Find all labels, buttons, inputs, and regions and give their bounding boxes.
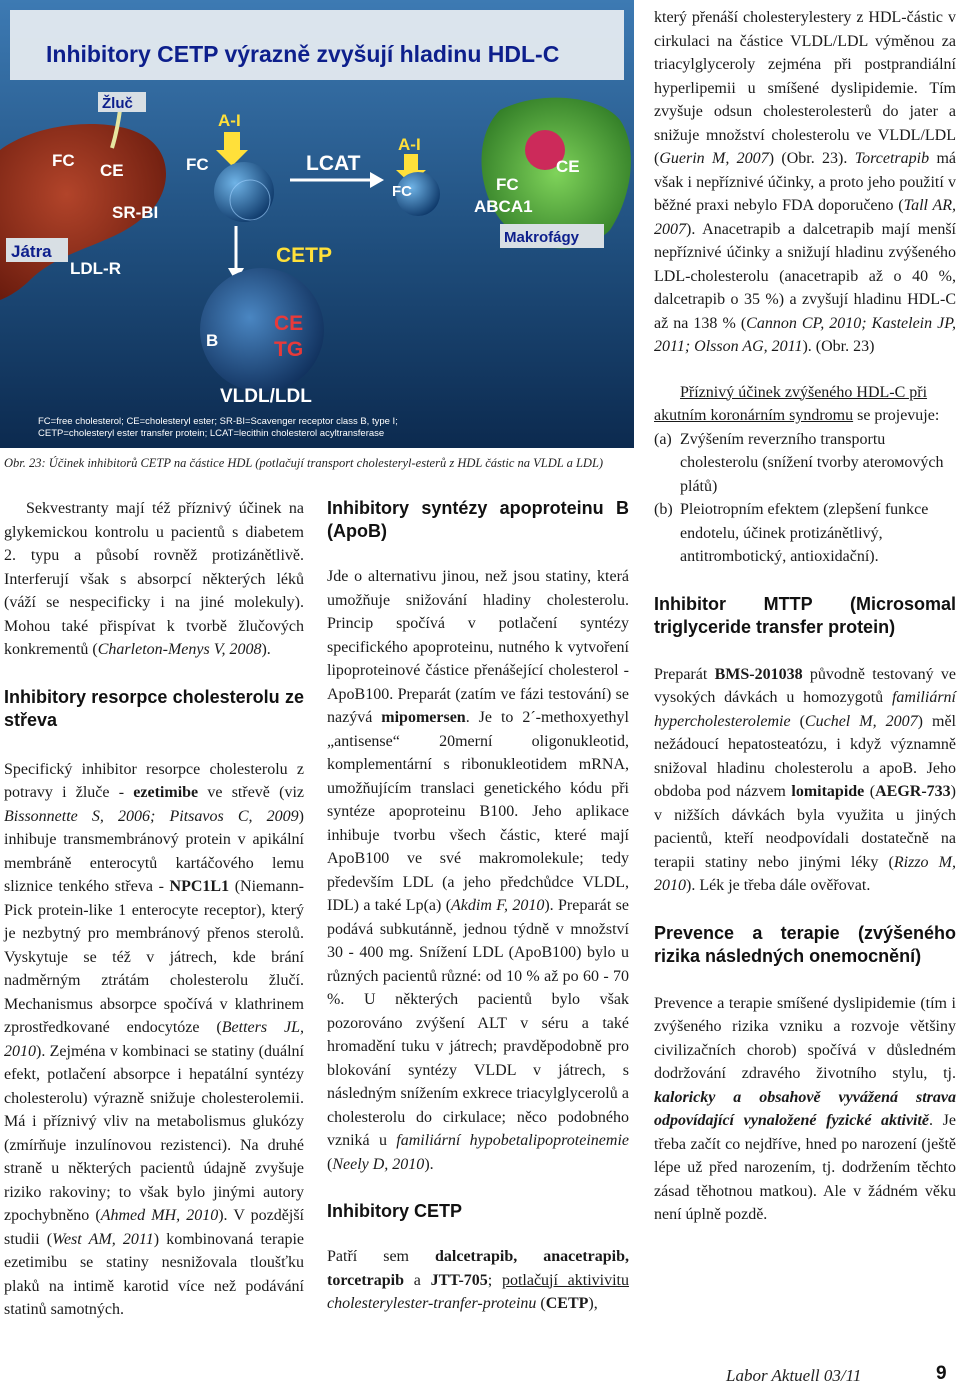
col2-paragraph-mipomersen [327,565,629,1176]
column-2 [327,497,629,1316]
col3-p3-cite1: familiární hypercholesterolemie [654,689,956,730]
label-fc-right: FC [392,183,412,200]
figure-diagram-svg [0,0,634,448]
list-item-b-text: Pleiotropním efektem (zlepšení funkce endotelu, účinek protizánětlivý, antitrombotický, antioxidační). [680,501,929,565]
col3-p1-text-c: má však i nepříznivé účinky, a proto jeho použití v běžné praxi nebylo FDA doporučeno ( [654,150,957,214]
col2-heading-cetp: Inhibitory CETP [327,1201,462,1221]
col3-p1-text-d: ). Anacetrapib a dalcetrapib mají menší nepříznivé účinky a snižují hladinu zvýšeného LDL-cholesterolu (anacetrapib až o 40 %, dalcetrapib o 35 %) a zvyšují hladinu HDL-C až na 138 % ( [654,220,956,332]
col1-p1-text-e: (Niemann-Pick protein-like 1 enterocyte receptor), který je nezbytný pro membránový přenos sterolů. Vyskytuje se též v játrech, kde brání nadměrným ztrátám cholesterolu žlučí. Mechanismus absorpce spočívá v klathrinem zprostředkované endocytóze ( [4,878,304,1036]
label-zluc: Žluč [102,95,133,112]
col3-p1-text-e: ). (Obr. 23) [802,338,875,355]
label-ce-macrophage: CE [556,157,580,176]
col3-p3-text-c: původně testovaný ve vysokých dávkách u homozygotů [654,665,956,706]
list-item-a-label: (a) [654,430,672,448]
label-lcat: LCAT [306,152,361,175]
col1-p1-text-g: ). V pozdější studii ( [4,1207,304,1248]
list-item-b-label: (b) [654,501,673,518]
col1-p1-cite4: West AM, 2011 [52,1230,154,1248]
col3-p2-underline: Příznivý účinek zvýšeného HDL-C při akutním koronárním syndromu [654,383,928,424]
col3-paragraph-prevence [654,992,956,1227]
col2-p1-text-c: . Je to 2´-methoxyethyl „antisense“ 20merní oligonukleotid, komplementární s ribonukleotidem mRNA, umožňujícím translaci genetického kódu při syntéze apoproteinu B100. Jeho aplikace inhibuje tvorbu všech částic, které mají ApoB100 ve své makromolekule; tedy především LDL (a jeho předchůdce VLDL, IDL) a také Lp(a) ( [327,709,629,914]
col1-p1-cite1: Bissonnette S, 2006; Pitsavos C, 2009 [4,807,299,825]
vldl-ldl-particle [200,268,324,392]
col2-p2-bold-cetp: CETP [545,1295,589,1312]
col3-p3-text-e: ) měl nežádoucí hepatosteatózu, i když významně snižoval hladinu cholesterolu a apoB. Jeho obdoba pod názvem [654,712,956,800]
label-fc-abca: FC [496,175,519,194]
caption-prefix: Obr. 23: [4,456,49,470]
footer-page-number: 9 [936,1363,947,1384]
col2-p1-text-f: ). [424,1155,434,1173]
col3-heading-prevence: Prevence a terapie (zvýšeného rizika následných onemocnění) [654,922,956,966]
col2-p2-text-d: ; [487,1271,502,1289]
figure-legend-line2: CETP=cholesteryl ester transfer protein; LCAT=lecithin cholesterol acyltransferase [38,428,385,439]
col1-p1-text-f: ). Zejména v kombinaci se statiny (duální efekt, potlačení absorpce i hepatální syntézy cholesterolu) výrazně snižuje cholesterolemii. Má i příznivý vliv na metabolismus glukózy (zmírňuje inzulínovou rezistenci). Na druhé straně u některých pacientů údajně zvyšuje riziko rakoviny; to však bylo jinými autory zpochybněno ( [4,1042,304,1224]
column-1 [4,497,304,1322]
label-ldlr: LDL-R [70,259,121,278]
col1-p1-text-c: ve střevě (viz [198,784,304,801]
col3-p1-cite1: Guerin M, 2007 [659,150,769,167]
col3-p1-text-a: který přenáší cholesterylestery z HDL-částic v cirkulaci na částice VLDL/LDL výměnou za triacylglyceroly zejména při postprandiální hyperlipemii u smíšené dyslipidemie. Tím zvyšuje odsun cholesterolesterů do jater a snižuje množství cholesterolu ve VLDL/LDL ( [654,9,956,167]
col1-heading-resorpce: Inhibitory resorpce cholesterolu ze střeva [4,686,304,730]
col3-p1-text-b: ) (Obr. 23). [768,150,855,167]
col1-intro-end: ). [261,641,271,658]
col2-p2-bold-jtt705: JTT-705 [430,1271,488,1289]
label-makrofagy: Makrofágy [504,229,580,246]
col2-p2-italic: cholesterylester-tranfer-proteinu [327,1295,537,1312]
label-srbi: SR-BI [112,203,159,222]
col2-p1-text-e: ( [327,1155,333,1173]
col2-heading-apob: Inhibitory syntézy apoproteinu B (ApoB) [327,498,629,541]
col1-p1-text-d: ) inhibuje transmembránový protein v apikální membráně enterocytů kartáčového lemu sliznice tenkého střeva - [4,807,304,895]
caption-text: Účinek inhibitorů CETP na částice HDL (potlačují transport cholesteryl-esterů z HDL částic na VLDL a LDL) [48,456,604,470]
col3-p3-bold-aegr: AEGR-733 [875,783,951,800]
label-fc-liver: FC [52,151,75,170]
label-ai-right: A-I [398,135,421,154]
col3-p3-text-h: ). Lék je třeba dále ověřovat. [686,877,871,894]
col2-p2-text-g: ), [588,1295,598,1312]
col3-p1-cite2: Torcetrapib [854,150,930,167]
col2-p2-text-c: a [404,1271,431,1289]
col3-p3-text-a: Preparát [654,665,715,683]
col3-list-item-a [654,428,956,499]
label-fc-mid: FC [186,155,209,174]
col3-paragraph-mttp [654,663,956,898]
label-b: B [206,331,219,350]
col1-intro-text: Sekvestranty mají též příznivý účinek na glykemickou kontrolu u pacientů s diabetem 2. typu a působí rovněž protizánětlivě. Interferují však s absorpcí některých léků (váží se nespecificky i na jiné molekuly). Mohou také přispívat k tvorbě žlučových konkrementů ( [4,500,304,658]
col1-intro-citation: Charleton-Menys V, 2008 [97,641,262,658]
col1-p1-text-a: Specifický inhibitor resorpce cholesterolu z potravy i žluče - [4,760,304,801]
figure-legend-line1: FC=free cholesterol; CE=cholesteryl ester; SR-BI=Scavenger receptor class B, type I; [38,416,398,427]
label-ce-liver: CE [100,161,124,180]
col2-p2-underline: potlačují aktivivitu [501,1271,629,1289]
col2-p2-text-a: Patří sem [327,1248,435,1265]
col3-heading-mttp: Inhibitor MTTP (Microsomal triglyceride transfer protein) [654,593,956,637]
footer-journal: Labor Aktuell 03/11 [726,1366,862,1385]
label-ai-left: A-I [218,111,241,130]
col2-p2-bold-drugs: dalcetrapib, anacetrapib, torcetrapib [327,1248,629,1289]
figure-title: Inhibitory CETP výrazně zvyšují hladinu HDL-C [46,41,560,67]
col3-p3-text-f: ( [864,783,876,800]
col1-paragraph-ezetimibe [4,758,304,1322]
col3-p1-cite4: Cannon CP, 2010; Kastelein JP, 2011; Olsson AG, 2011 [654,314,956,355]
col3-p3-cite3: Rizzo M, 2010 [654,853,956,894]
col3-paragraph-acs [654,381,956,428]
col2-p1-cite1: Akdim F, 2010 [451,897,545,914]
figure-cetp-diagram [0,0,634,448]
column-3 [654,6,956,1227]
col2-p1-cite3: Neely D, 2010 [332,1155,425,1173]
col2-p1-bold-mipomersen: mipomersen [381,709,466,726]
col3-p4-text-b: . Je třeba začít co nejdříve, hned po narození (ještě lépe už před narozením, tj. dodržením těchto zásad těhotnou matkou). Ale v žádném věku není úplně pozdě. [654,1112,957,1223]
label-vldl-ldl: VLDL/LDL [220,386,312,407]
label-cetp: CETP [276,244,333,267]
label-abca1: ABCA1 [474,197,533,216]
col3-list-item-b [654,498,956,569]
col2-p2-text-f: ( [536,1295,546,1312]
col2-p1-text-a: Jde o alternativu jinou, než jsou statiny, která umožňuje snižování hladiny cholesterolu. Princip spočívá v potlačení syntézy specifického apoproteinu, nutného k vytvoření lipoproteinové částice přenášející cholesterol - ApoB100. Preparát (zatím ve fázi testování) se nazývá [327,568,629,726]
col2-p1-cite2: familiární hypobetalipoproteinemie [396,1132,629,1149]
col2-p1-text-d: ). Preparát se podává subkutánně, jednou týdně v množství 30 - 400 mg. Snížení LDL (ApoB100) bylo u různých pacientů různé: od 10 % až po 60 - 70 %. U některých pacientů bylo však pozorováno zvýšení ALT v séru a také hromadění tuku v játrech; pravděpodobně pro blokování syntézy VLDL v játrech, s následným snížením exkrece triacylglycerolů a cholesterolu do cirkulace; něco podobného vzniká u [327,897,629,1149]
col3-paragraph-cetp-effect [654,6,956,359]
list-item-a-text: Zvýšením reverzního transportu cholesterolu (snížení tvorby aterомových plátů) [680,430,944,495]
col3-p3-bold-bms: BMS-201038 [714,665,803,683]
col3-p3-cite2: Cuchel M, 2007 [804,712,918,730]
label-tg-big: TG [274,338,304,361]
col3-p4-text-a: Prevence a terapie smíšené dyslipidemie (tím i zvýšeného rizika vzniku a rozvoje většiny civilizačních chorob) spočívá v důsledném dodržování zdravého životního stylu, tj. [654,994,956,1082]
label-ce-big: CE [274,312,304,335]
col3-p4-bold-italic: kaloricky a obsahově vyvážená strava odpovídající vynaložené fyzické aktivitě [654,1088,956,1129]
col1-p1-cite3: Ahmed MH, 2010 [100,1207,219,1224]
col3-p3-text-g: ) v nižších dávkách byla využita u jiných pacientů, kteří neodpovídali dostatečně na terapii statiny nebo jinými léky ( [654,783,956,871]
col2-paragraph-cetp [327,1245,629,1316]
col1-p1-bold-ezetimibe: ezetimibe [133,784,199,801]
figure-caption [4,456,603,471]
col3-p3-bold-lomitapide: lomitapide [791,783,865,800]
col1-p1-cite2: Betters JL, 2010 [4,1019,304,1060]
col1-intro-paragraph [4,497,304,662]
col1-p1-bold-npc1l1: NPC1L1 [169,878,230,895]
label-jatra: Játra [11,242,52,261]
col3-p1-cite3: Tall AR, 2007 [654,197,957,238]
col3-p2-text-a: se projevuje: [853,407,940,424]
col1-p1-text-h: ) kombinovaná terapie ezetimibu se statiny nesnižovala tloušťku plaků na intimě karotid více než podávání statinů samotných. [4,1230,305,1318]
col3-p3-text-d: ( [790,712,805,730]
